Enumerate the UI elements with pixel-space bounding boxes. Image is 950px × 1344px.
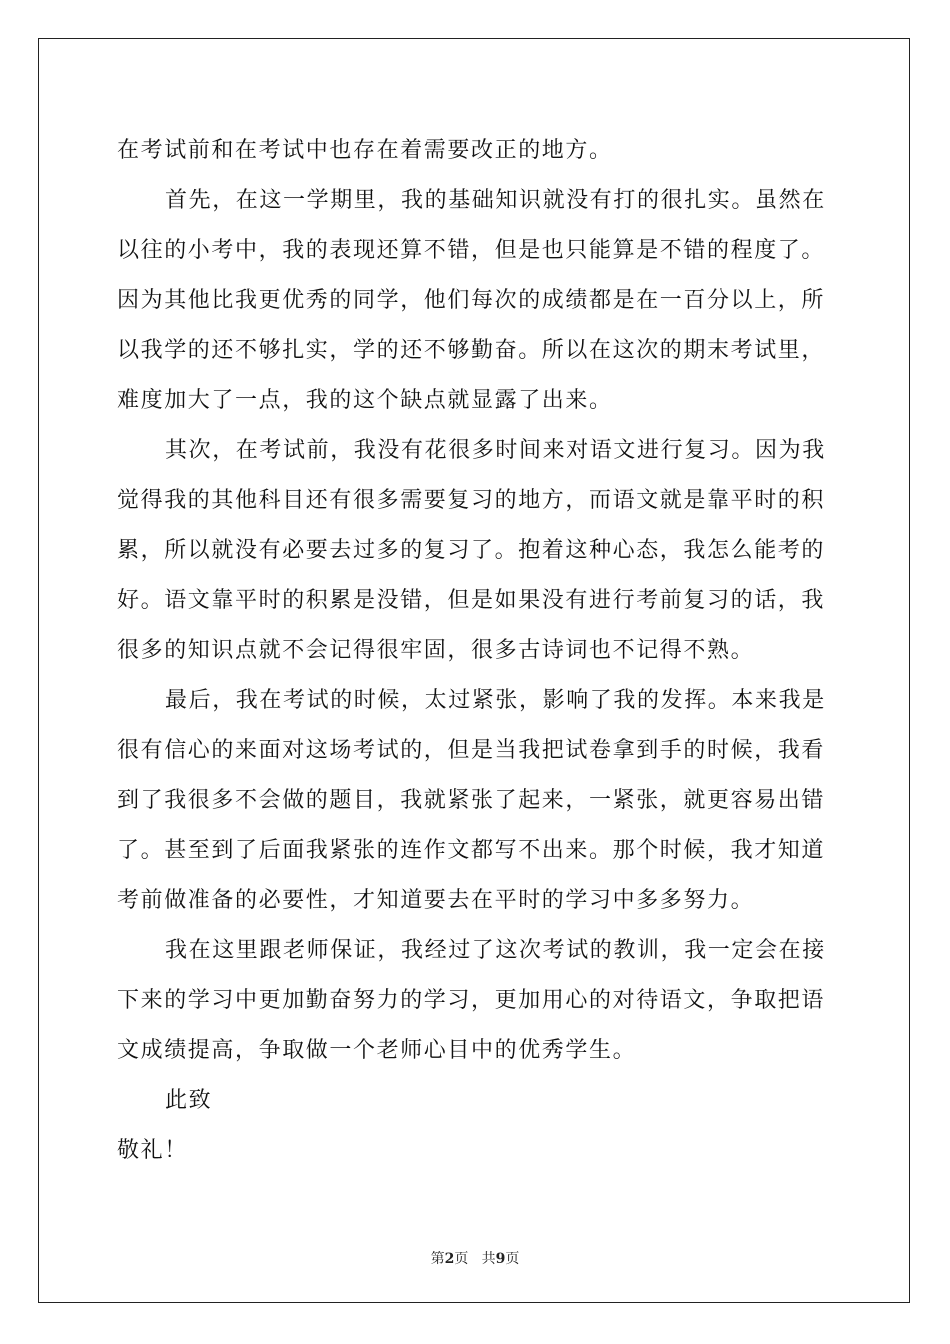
text-line: 在考试前和在考试中也存在着需要改正的地方。: [117, 138, 613, 163]
paragraph-start-line: 我在这里跟老师保证，我经过了这次考试的教训，我一定会在接: [165, 938, 826, 963]
total-prefix: 共: [481, 1251, 496, 1267]
paragraph-start-line: 其次，在考试前，我没有花很多时间来对语文进行复习。因为我: [165, 438, 826, 463]
document-body: [117, 126, 835, 1176]
closing-line: 敬礼！: [117, 1138, 188, 1163]
salutation-line: 此致: [165, 1088, 213, 1113]
total-suffix: 页: [505, 1251, 520, 1267]
text-line: 考前做准备的必要性，才知道要去在平时的学习中多多努力。: [117, 888, 755, 913]
page-footer: [0, 1248, 950, 1268]
text-line: 难度加大了一点，我的这个缺点就显露了出来。: [117, 388, 613, 413]
text-line: 累，所以就没有必要去过多的复习了。抱着这种心态，我怎么能考的: [117, 538, 826, 563]
text-line: 到了我很多不会做的题目，我就紧张了起来，一紧张，就更容易出错: [117, 788, 826, 813]
text-line: 下来的学习中更加勤奋努力的学习，更加用心的对待语文，争取把语: [117, 988, 826, 1013]
text-line: 以我学的还不够扎实，学的还不够勤奋。所以在这次的期末考试里，: [117, 338, 826, 363]
text-line: 很多的知识点就不会记得很牢固，很多古诗词也不记得不熟。: [117, 638, 755, 663]
text-line: 很有信心的来面对这场考试的，但是当我把试卷拿到手的时候，我看: [117, 738, 826, 763]
text-line: 以往的小考中，我的表现还算不错，但是也只能算是不错的程度了。: [117, 238, 826, 263]
text-line: 好。语文靠平时的积累是没错，但是如果没有进行考前复习的话，我: [117, 588, 826, 613]
paragraph-start-line: 最后，我在考试的时候，太过紧张，影响了我的发挥。本来我是: [165, 688, 826, 713]
page-prefix: 第: [430, 1251, 445, 1267]
page-suffix: 页: [454, 1251, 469, 1267]
text-line: 因为其他比我更优秀的同学，他们每次的成绩都是在一百分以上，所: [117, 288, 826, 313]
paragraph-start-line: 首先，在这一学期里，我的基础知识就没有打的很扎实。虽然在: [165, 188, 826, 213]
text-line: 了。甚至到了后面我紧张的连作文都写不出来。那个时候，我才知道: [117, 838, 826, 863]
text-line: 觉得我的其他科目还有很多需要复习的地方，而语文就是靠平时的积: [117, 488, 826, 513]
page-number: 2: [444, 1251, 455, 1267]
text-line: 文成绩提高，争取做一个老师心目中的优秀学生。: [117, 1038, 637, 1063]
total-pages: 9: [495, 1251, 506, 1267]
